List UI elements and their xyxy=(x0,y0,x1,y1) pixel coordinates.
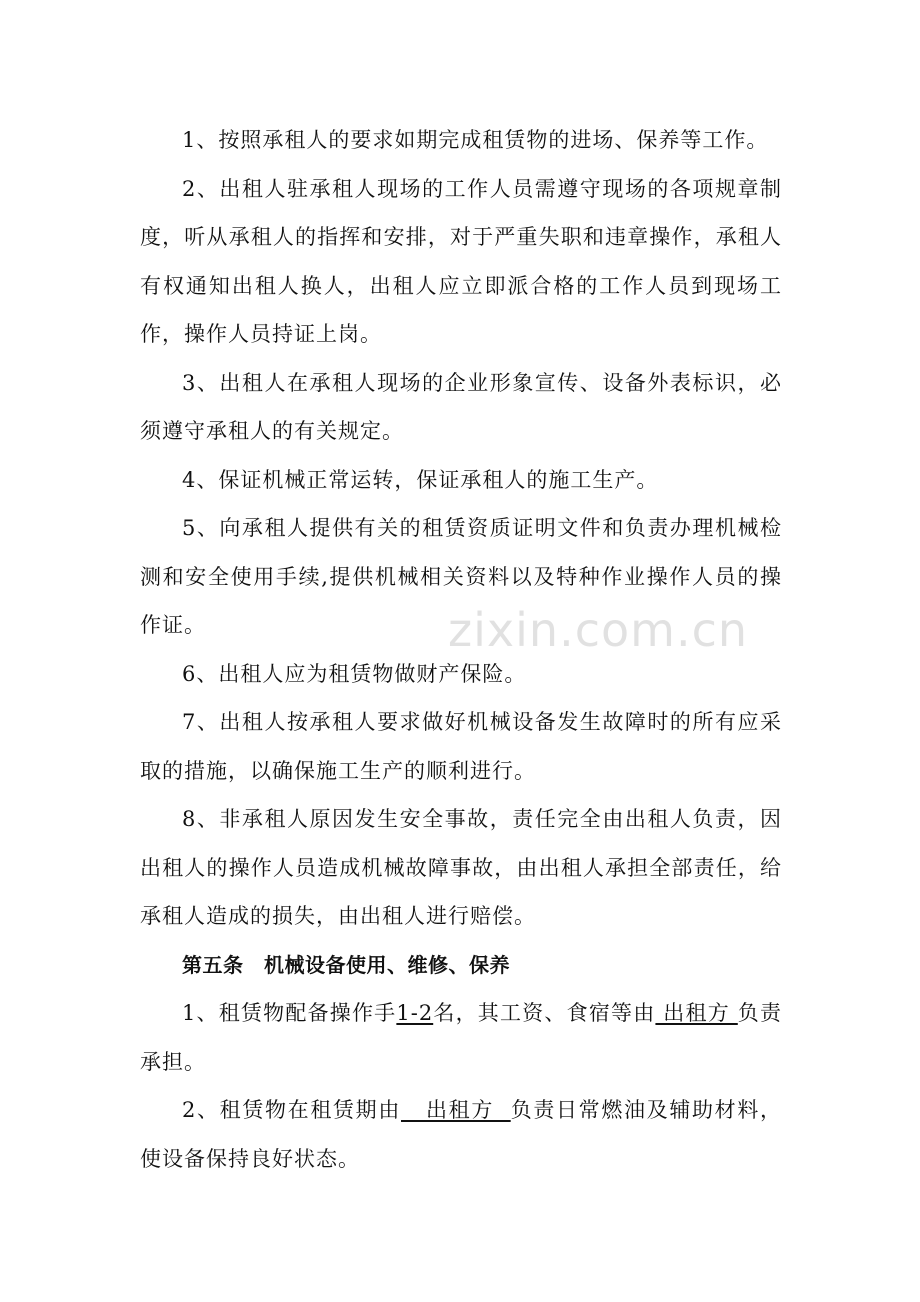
operator-clause xyxy=(140,989,782,1086)
clause-paragraph-6: 6、出租人应为租赁物做财产保险。 xyxy=(182,661,527,686)
clause-paragraph-1: 1、按照承租人的要求如期完成租赁物的进场、保养等工作。 xyxy=(182,128,769,152)
clause-paragraph-4: 4、保证机械正常运转，保证承租人的施工生产。 xyxy=(182,467,659,492)
operator-clause-text-end: 负责承担。 xyxy=(140,1001,782,1074)
fuel-clause-text-start: 2、租赁物在租赁期由 xyxy=(182,1098,401,1122)
clause-paragraph-7: 7、出租人按承租人要求做好机械设备发生故障时的所有应采取的措施，以确保施工生产的顺利进行。 xyxy=(140,710,782,783)
operator-clause-text-start: 1、租赁物配备操作手 xyxy=(182,1001,397,1025)
clause-paragraph-5: 5、向承租人提供有关的租赁资质证明文件和负责办理机械检测和安全使用手续,提供机械相关资料以及特种作业操作人员的操作证。 xyxy=(140,516,782,637)
watermark: zixin.com.cn xyxy=(448,603,749,657)
clause-paragraph-8: 8、非承租人原因发生安全事故，责任完全由出租人负责，因出租人的操作人员造成机械故障事故，由出租人承担全部责任，给承租人造成的损失，由出租人进行赔偿。 xyxy=(140,807,782,928)
fuel-party-blank: 出租方 xyxy=(401,1098,511,1122)
clause-paragraph-3: 3、出租人在承租人现场的企业形象宣传、设备外表标识，必须遵守承租人的有关规定。 xyxy=(140,370,782,443)
clause-paragraph-2: 2、出租人驻承租人现场的工作人员需遵守现场的各项规章制度，听从承租人的指挥和安排，对于严重失职和违章操作，承租人有权通知出租人换人，出租人应立即派合格的工作人员到现场工作，操作人员持证上岗。 xyxy=(140,176,782,346)
operator-party-blank: 出租方 xyxy=(655,1001,738,1025)
fuel-clause xyxy=(140,1086,782,1183)
section-heading: 第五条 机械设备使用、维修、保养 xyxy=(182,952,510,977)
fuel-clause-text-end: 负责日常燃油及辅助材料，使设备保持良好状态。 xyxy=(140,1098,782,1171)
operator-clause-text-middle: 名，其工资、食宿等由 xyxy=(433,1001,656,1025)
operator-count-blank: 1-2 xyxy=(396,1001,434,1025)
